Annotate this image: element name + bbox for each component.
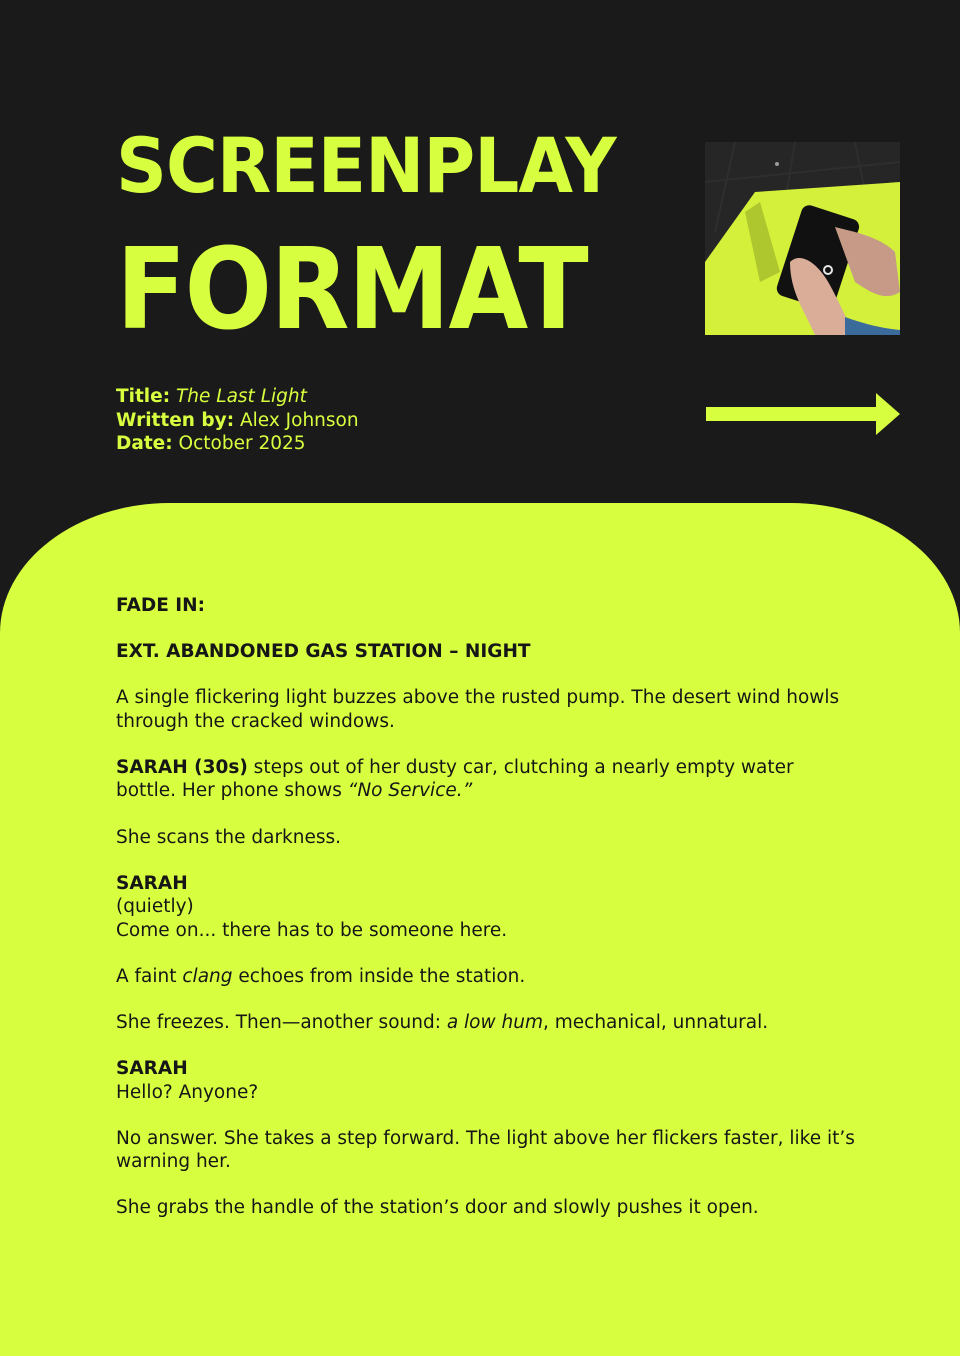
dialogue-1 bbox=[116, 872, 856, 942]
arrow-right-icon bbox=[706, 393, 900, 435]
action-4-post: echoes from inside the station. bbox=[232, 965, 526, 987]
parenthetical: (quietly) bbox=[116, 896, 194, 918]
meta-title-label: Title: bbox=[116, 386, 171, 407]
meta-date-row bbox=[116, 432, 359, 456]
action-5 bbox=[116, 1011, 856, 1034]
hands-holding-phone-photo bbox=[705, 142, 900, 335]
action-7: She grabs the handle of the station’s door and slowly pushes it open. bbox=[116, 1197, 759, 1219]
meta-author-label: Written by: bbox=[116, 409, 235, 431]
action-1: A single flickering light buzzes above the rusted pump. The desert wind howls through the cracked windows. bbox=[116, 687, 840, 732]
meta-author-value: Alex Johnson bbox=[239, 409, 359, 431]
transition bbox=[116, 594, 856, 617]
scene-heading-text: EXT. ABANDONED GAS STATION – NIGHT bbox=[116, 641, 531, 663]
meta-date-label: Date: bbox=[116, 433, 173, 454]
dialogue-line: Hello? Anyone? bbox=[116, 1081, 259, 1103]
dialogue-line: Come on... there has to be someone here. bbox=[116, 919, 508, 941]
screenplay-meta bbox=[116, 385, 359, 456]
action-2 bbox=[116, 756, 856, 803]
meta-date-value: October 2025 bbox=[178, 433, 306, 454]
action-4 bbox=[116, 965, 856, 988]
page-title-line2: FORMAT bbox=[116, 225, 587, 355]
action-4-pre: A faint bbox=[116, 965, 183, 987]
action-3: She scans the darkness. bbox=[116, 826, 342, 848]
meta-author-row bbox=[116, 409, 359, 433]
action-5-italic: a low hum bbox=[446, 1012, 543, 1034]
fade-in-text: FADE IN: bbox=[116, 595, 206, 616]
action-2-italic: “No Service.” bbox=[347, 780, 473, 802]
photo-illustration bbox=[705, 142, 900, 335]
action-2-text: steps out of her dusty car, clutching a nearly empty water bottle. Her phone shows bbox=[116, 757, 794, 802]
action-4-italic: clang bbox=[182, 965, 233, 987]
character-intro: SARAH (30s) bbox=[116, 757, 248, 779]
character-name: SARAH bbox=[116, 1058, 188, 1080]
meta-title-row bbox=[116, 385, 359, 409]
header bbox=[0, 0, 960, 560]
action-6: No answer. She takes a step forward. The light above her flickers faster, like it’s warning her. bbox=[116, 1127, 855, 1173]
action-5-pre: She freezes. Then—another sound: bbox=[116, 1012, 447, 1034]
meta-title-value: The Last Light bbox=[175, 386, 307, 407]
script-body bbox=[116, 594, 856, 1243]
dialogue-2 bbox=[116, 1057, 856, 1104]
character-name: SARAH bbox=[116, 872, 188, 894]
page-title-line1: SCREENPLAY bbox=[116, 121, 616, 210]
scene-heading bbox=[116, 640, 856, 663]
action-5-post: , mechanical, unnatural. bbox=[543, 1012, 769, 1034]
